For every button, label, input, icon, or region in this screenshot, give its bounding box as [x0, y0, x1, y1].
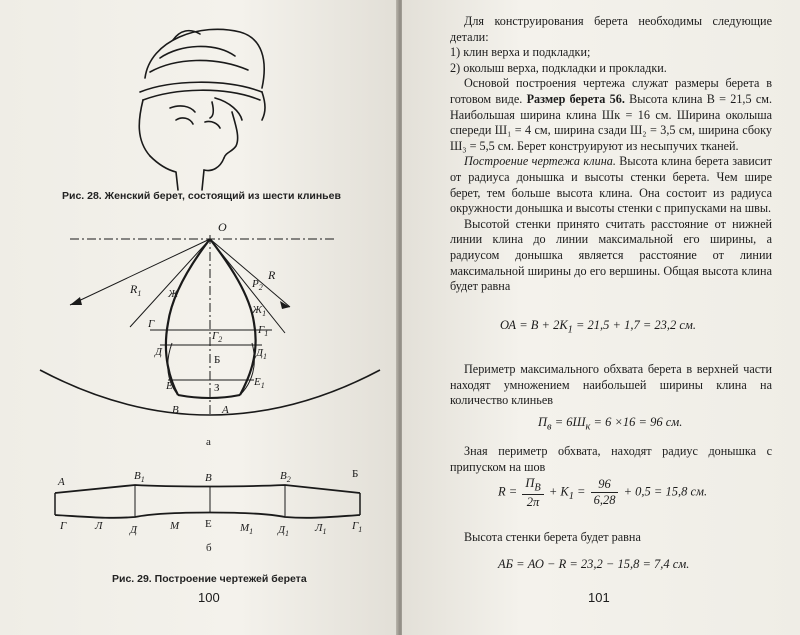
band-label-L1: $Л_1$: [315, 522, 327, 536]
label-D: Д: [155, 346, 162, 358]
band-label-G: Г: [60, 520, 67, 532]
band-label-A: А: [58, 476, 65, 488]
label-E: Е: [166, 380, 173, 392]
right-page: [402, 0, 800, 635]
label-D1: $Д_1$: [256, 347, 267, 361]
label-A: А: [222, 404, 229, 416]
formula-wall-height: АБ = АО − R = 23,2 − 15,8 = 7,4 см.: [498, 557, 690, 571]
band-label-L: Л: [95, 520, 103, 532]
band-top-edge: [55, 485, 360, 493]
band-label-D: Д: [130, 524, 137, 536]
band-label-B: В: [205, 472, 212, 484]
label-G2: $Г_2$: [212, 330, 223, 344]
label-Zh: Ж: [168, 288, 179, 300]
list-item-2: 2) околыш верха, подкладки и прокладки.: [450, 60, 667, 75]
label-O: O: [218, 220, 227, 234]
label-R1: $R_1$: [130, 282, 142, 298]
band-label-B2: $В_2$: [280, 470, 291, 484]
label-G: Г: [148, 318, 155, 330]
figure-29-caption: Рис. 29. Построение чертежей берета: [112, 573, 307, 585]
list-item-1: 1) клин верха и подкладки;: [450, 45, 591, 60]
label-R: R: [268, 268, 276, 282]
band-label-M1: $М_1$: [240, 522, 254, 536]
label-G1: $Г_1$: [258, 324, 269, 338]
formula-radius: R = $\frac{П_В}{2\pi}$ + $К_1$ = $\frac{96}{6,28}$ + 0,5 = 15,8 см.: [498, 476, 708, 509]
formula-total-height: ОА = $В + 2К_1 = 21,5 + 1,7 = 23,2$ см.: [500, 318, 697, 336]
diagram-b-sublabel: б: [206, 542, 212, 554]
label-P2: $Р_2$: [252, 278, 263, 292]
label-Zh1: $Ж_1$: [252, 304, 267, 318]
wedge-right-edge: [210, 239, 256, 395]
label-V: В: [172, 404, 179, 416]
paragraph-wedge: Построение чертежа клина. Высота клина берета зависит от радиуса донышка и высоты стенки берета. Чем шире берет, тем больше высота клина. Она состоит из радиуса окружности донышка и высоты стенки с припусками на швы.: [450, 154, 773, 216]
band-label-E: Е: [205, 518, 212, 530]
band-construction-diagram: [0, 465, 398, 555]
label-B-mid: Б: [214, 354, 221, 366]
band-label-B1: $В_1$: [134, 470, 145, 484]
left-page: [0, 0, 398, 635]
label-E1: $Е_1$: [254, 376, 265, 390]
paragraph-perimeter: Периметр максимального обхвата берета в верхней части находят умножением наибольшей ширины клина на количество клиньев: [450, 362, 772, 408]
page-number-right: 101: [588, 590, 610, 605]
wedge-construction-diagram: [0, 215, 398, 455]
band-label-M: М: [170, 520, 180, 532]
label-Z: З: [214, 382, 220, 394]
band-label-G1: $Г_1$: [352, 520, 363, 534]
figure-28-caption: Рис. 28. Женский берет, состоящий из шести клиньев: [62, 190, 341, 202]
formula-perimeter: $П_в = 6Ш_к = 6 \times 16 = 96$ см.: [538, 415, 683, 433]
wedge-left-edge: [166, 239, 210, 395]
paragraph-radius: Зная периметр обхвата, находят радиус донышка с припуском на шов: [450, 444, 772, 474]
band-label-Bv: Б: [352, 468, 359, 480]
page-number-left: 100: [198, 590, 220, 605]
paragraph-intro: Для конструирования берета необходимы следующие детали:: [450, 14, 772, 44]
paragraph-wall-height: Высотой стенки принято считать расстояние от нижней линии клина до линии максимальной его ширины, а радиусом донышка является расстояние от линии максимальной ширины до его вершины. Общая высота клина будет равна: [450, 216, 772, 294]
body-text-top: [450, 14, 772, 295]
paragraph-wall: Высота стенки берета будет равна: [464, 530, 641, 544]
diagram-a-sublabel: а: [206, 436, 211, 448]
band-label-D1: $Д_1$: [278, 524, 289, 538]
beret-illustration: [0, 0, 398, 200]
paragraph-sizes: Основой построения чертежа служат размеры берета в готовом виде. Размер берета 56. Высота клина В = 21,5 см. Наибольшая ширина клина Шк = 16 см. Ширина околыша спереди Ш₁ = 4 см, ширина сзади Ш₂ = 3,5 см, ширина сбоку Ш₃ = 5,5 см. Берет конструируют из несыпучих тканей.: [450, 76, 772, 153]
